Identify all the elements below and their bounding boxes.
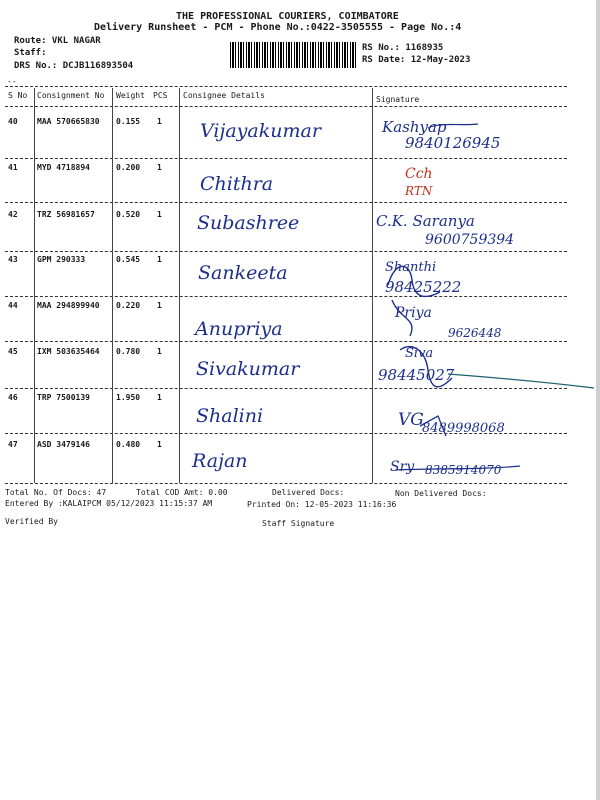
row-consignment: GPM 290333	[37, 255, 86, 264]
row-pcs: 1	[157, 301, 162, 310]
row-sno: 40	[8, 117, 18, 126]
row-weight: 0.155	[116, 117, 141, 126]
col-header-pcs: PCS	[153, 91, 168, 100]
document-title: Delivery Runsheet - PCM - Phone No.:0422-3505555 - Page No.:4	[94, 22, 462, 33]
row-sno: 43	[8, 255, 18, 264]
row-sno: 41	[8, 163, 18, 172]
row-weight: 0.200	[116, 163, 141, 172]
verified-by: Verified By	[5, 517, 58, 526]
signature-phone: 98425222	[385, 278, 462, 296]
consignee-handwriting: Sivakumar	[196, 358, 300, 380]
signature-handwriting: Shanthi	[385, 260, 437, 275]
row-consignment: MAA 294899940	[37, 301, 100, 310]
row-consignment: MYD 4718894	[37, 163, 90, 172]
row-pcs: 1	[157, 393, 162, 402]
consignee-handwriting: Anupriya	[195, 318, 283, 340]
row-sno: 44	[8, 301, 18, 310]
row-sno: 45	[8, 347, 18, 356]
signature-note: RTN	[405, 184, 433, 198]
row-pcs: 1	[157, 255, 162, 264]
row-weight: 0.780	[116, 347, 141, 356]
dash-marker: --	[7, 77, 17, 86]
non-delivered-docs: Non Delivered Docs:	[395, 489, 487, 498]
row-sno: 42	[8, 210, 18, 219]
signature-handwriting: Cch	[405, 166, 433, 182]
total-cod: Total COD Amt: 0.00	[136, 488, 228, 497]
page-edge	[596, 0, 600, 800]
company-name: THE PROFESSIONAL COURIERS, COIMBATORE	[176, 11, 399, 22]
row-weight: 0.520	[116, 210, 141, 219]
row-consignment: ASD 3479146	[37, 440, 90, 449]
col-header-weight: Weight	[116, 91, 145, 100]
signature-phone: 8385914070	[425, 463, 502, 477]
row-pcs: 1	[157, 117, 162, 126]
consignee-handwriting: Vijayakumar	[200, 120, 321, 142]
col-header-sno: S No	[8, 91, 28, 100]
row-consignment: IXM 503635464	[37, 347, 100, 356]
consignee-handwriting: Shalini	[196, 405, 264, 427]
row-pcs: 1	[157, 440, 162, 449]
entered-by: Entered By :KALAIPCM 05/12/2023 11:15:37 AM	[5, 499, 213, 508]
col-header-signature: Signature	[376, 95, 420, 104]
consignee-handwriting: Rajan	[192, 450, 248, 472]
row-sno: 46	[8, 393, 18, 402]
rs-number: RS No.: 1168935	[362, 43, 444, 53]
staff-signature: Staff Signature	[262, 519, 335, 528]
row-pcs: 1	[157, 163, 162, 172]
consignee-handwriting: Chithra	[200, 173, 274, 195]
delivered-docs: Delivered Docs:	[272, 488, 345, 497]
signature-phone: 98445027	[378, 366, 455, 384]
row-pcs: 1	[157, 210, 162, 219]
drs-number: DRS No.: DCJB116893504	[14, 61, 134, 71]
signature-phone: 9840126945	[405, 134, 501, 152]
signature-handwriting: VG	[398, 410, 424, 430]
col-header-consignment: Consignment No	[37, 91, 105, 100]
signature-handwriting: Sry	[390, 459, 415, 475]
signature-phone: 9626448	[448, 326, 502, 340]
row-consignment: MAA 570665830	[37, 117, 100, 126]
route-label: Route: VKL NAGAR	[14, 36, 101, 46]
row-consignment: TRP 7500139	[37, 393, 90, 402]
row-consignment: TRZ 56981657	[37, 210, 95, 219]
signature-handwriting: C.K. Saranya	[376, 212, 475, 230]
total-docs: Total No. Of Docs: 47	[5, 488, 107, 497]
printed-on: Printed On: 12-05-2023 11:16:36	[247, 500, 397, 509]
signature-handwriting: Priya	[395, 305, 432, 321]
row-weight: 1.950	[116, 393, 141, 402]
row-weight: 0.480	[116, 440, 141, 449]
row-weight: 0.220	[116, 301, 141, 310]
row-pcs: 1	[157, 347, 162, 356]
signature-handwriting: Siva	[405, 346, 434, 361]
signature-handwriting: Kashyap	[382, 118, 447, 136]
signature-phone: 8489998068	[422, 421, 505, 436]
signature-phone: 9600759394	[425, 232, 515, 248]
consignee-handwriting: Sankeeta	[198, 262, 288, 284]
row-weight: 0.545	[116, 255, 141, 264]
consignee-handwriting: Subashree	[197, 212, 300, 234]
col-header-details: Consignee Details	[183, 91, 265, 100]
rs-date: RS Date: 12-May-2023	[362, 55, 471, 65]
staff-label: Staff:	[14, 48, 47, 58]
row-sno: 47	[8, 440, 18, 449]
